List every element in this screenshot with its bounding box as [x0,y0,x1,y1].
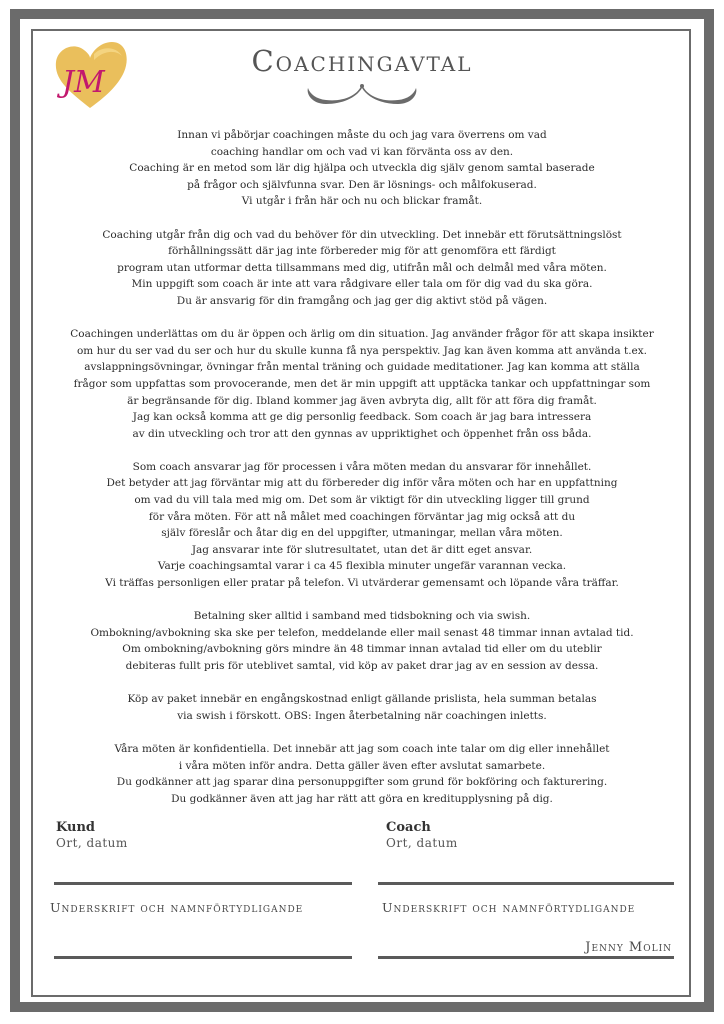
text-line: frågor som uppfattas som provocerande, men det är min uppgift att upptäcka tankar och uppfattningar som [73,377,651,390]
text-line: Coachingen underlättas om du är öppen och ärlig om din situation. Jag använder frågor för att skapa insikter [70,328,654,341]
text-line: program utan utformar detta tillsammans med dig, utifrån mål och delmål med våra möten. [117,261,607,274]
text-line: om vad du vill tala med mig om. Det som är viktigt för din utveckling ligger till grund [134,494,590,507]
client-signature-line [54,956,352,959]
text-line: Det betyder att jag förväntar mig att du förbereder dig inför våra möten och har en uppfattning [106,477,618,490]
text-line: i våra möten inför andra. Detta gäller även efter avslutat samarbete. [178,759,546,772]
text-line: Du är ansvarig för din framgång och jag ger dig aktivt stöd på vägen. [176,294,548,307]
text-line: Coaching är en metod som lär dig hjälpa och utveckla dig själv genom samtal baserade [129,162,595,175]
coach-name: Jenny Molin [585,940,672,955]
paragraph [45,459,679,592]
coach-signature-line [378,956,674,959]
text-line: via swish i förskott. OBS: Ingen återbetalning när coachingen inletts. [177,709,547,722]
coach-place-date: Ort, datum [386,836,458,850]
text-line: Ombokning/avbokning ska ske per telefon, meddelande eller mail senast 48 timmar innan avtalad tid. [90,626,634,639]
text-line: är begränsande för dig. Ibland kommer jag även avbryta dig, allt för att föra dig framåt. [127,394,597,407]
client-heading: Kund [56,820,96,835]
text-line: Min uppgift som coach är inte att vara rådgivare eller tala om för dig vad du ska göra. [131,278,593,291]
text-line: Som coach ansvarar jag för processen i våra möten medan du ansvarar för innehållet. [132,460,592,473]
text-line: debiteras fullt pris för uteblivet samtal, vid köp av paket drar jag av en session av dessa. [125,660,599,672]
coach-heading: Coach [386,820,431,835]
agreement-text [45,127,679,824]
text-line: förhållningssätt där jag inte förbereder mig för att genomföra ett färdigt [168,245,556,258]
text-line: av din utveckling och tror att den gynnas av uppriktighet och öppenhet från oss båda. [132,427,592,440]
ornament-flourish-icon [302,80,422,112]
paragraph [45,127,679,210]
text-line: Våra möten är konfidentiella. Det innebär att jag som coach inte talar om dig eller innehållet [114,742,610,755]
text-line: coaching handlar om och vad vi kan förvänta oss av den. [210,145,514,158]
text-line: Du godkänner att jag sparar dina personuppgifter som grund för bokföring och fakturering. [116,776,608,789]
client-signature-caption: Underskrift och namnförtydligande [50,900,304,915]
paragraph [45,608,679,674]
coach-block [386,820,458,850]
paragraph [45,227,679,310]
logo-initials: JM [62,65,105,100]
text-line: Om ombokning/avbokning görs mindre än 48 timmar innan avtalad tid eller om du uteblir [122,643,602,656]
text-line: Varje coachingsamtal varar i ca 45 flexibla minuter ungefär varannan vecka. [157,560,567,573]
text-line: Innan vi påbörjar coachingen måste du och jag vara överrens om vad [177,129,547,141]
text-line: för våra möten. För att nå målet med coachingen förväntar jag mig också att du [148,510,576,523]
text-line: Vi träffas personligen eller pratar på telefon. Vi utvärderar gemensamt och löpande våra träffar. [105,577,619,590]
text-line: Vi utgår i från här och nu och blickar framåt. [241,195,483,208]
client-block [56,820,128,850]
paragraph [45,741,679,807]
text-line: Betalning sker alltid i samband med tidsbokning och via swish. [193,610,531,623]
paragraph [45,326,679,442]
text-line: själv föreslår och åtar dig en del uppgifter, utmaningar, mellan våra möten. [161,527,563,540]
client-place-date-line [54,882,352,885]
text-line: om hur du ser vad du ser och hur du skulle kunna få nya perspektiv. Jag kan även komma att använda t.ex. [76,344,647,357]
text-line: Jag kan också komma att ge dig personlig feedback. Som coach är jag bara intressera [132,411,592,424]
text-line: Du godkänner även att jag har rätt att göra en kreditupplysning på dig. [171,792,553,805]
coach-signature-caption: Underskrift och namnförtydligande [382,900,636,915]
coach-place-date-line [378,882,674,885]
text-line: Jag ansvarar inte för slutresultatet, utan det är ditt eget ansvar. [191,543,533,556]
text-line: Coaching utgår från dig och vad du behöver för din utveckling. Det innebär ett förutsättningslöst [102,228,622,241]
client-place-date: Ort, datum [56,836,128,850]
page-title: Coachingavtal [251,44,473,78]
paragraph [45,691,679,724]
text-line: Köp av paket innebär en engångskostnad enligt gällande prislista, hela summan betalas [127,693,597,706]
text-line: på frågor och självfunna svar. Den är lösnings- och målfokuserad. [187,178,537,191]
text-line: avslappningsövningar, övningar från mental träning och guidade meditationer. Jag kan komma att ställa [84,361,640,374]
